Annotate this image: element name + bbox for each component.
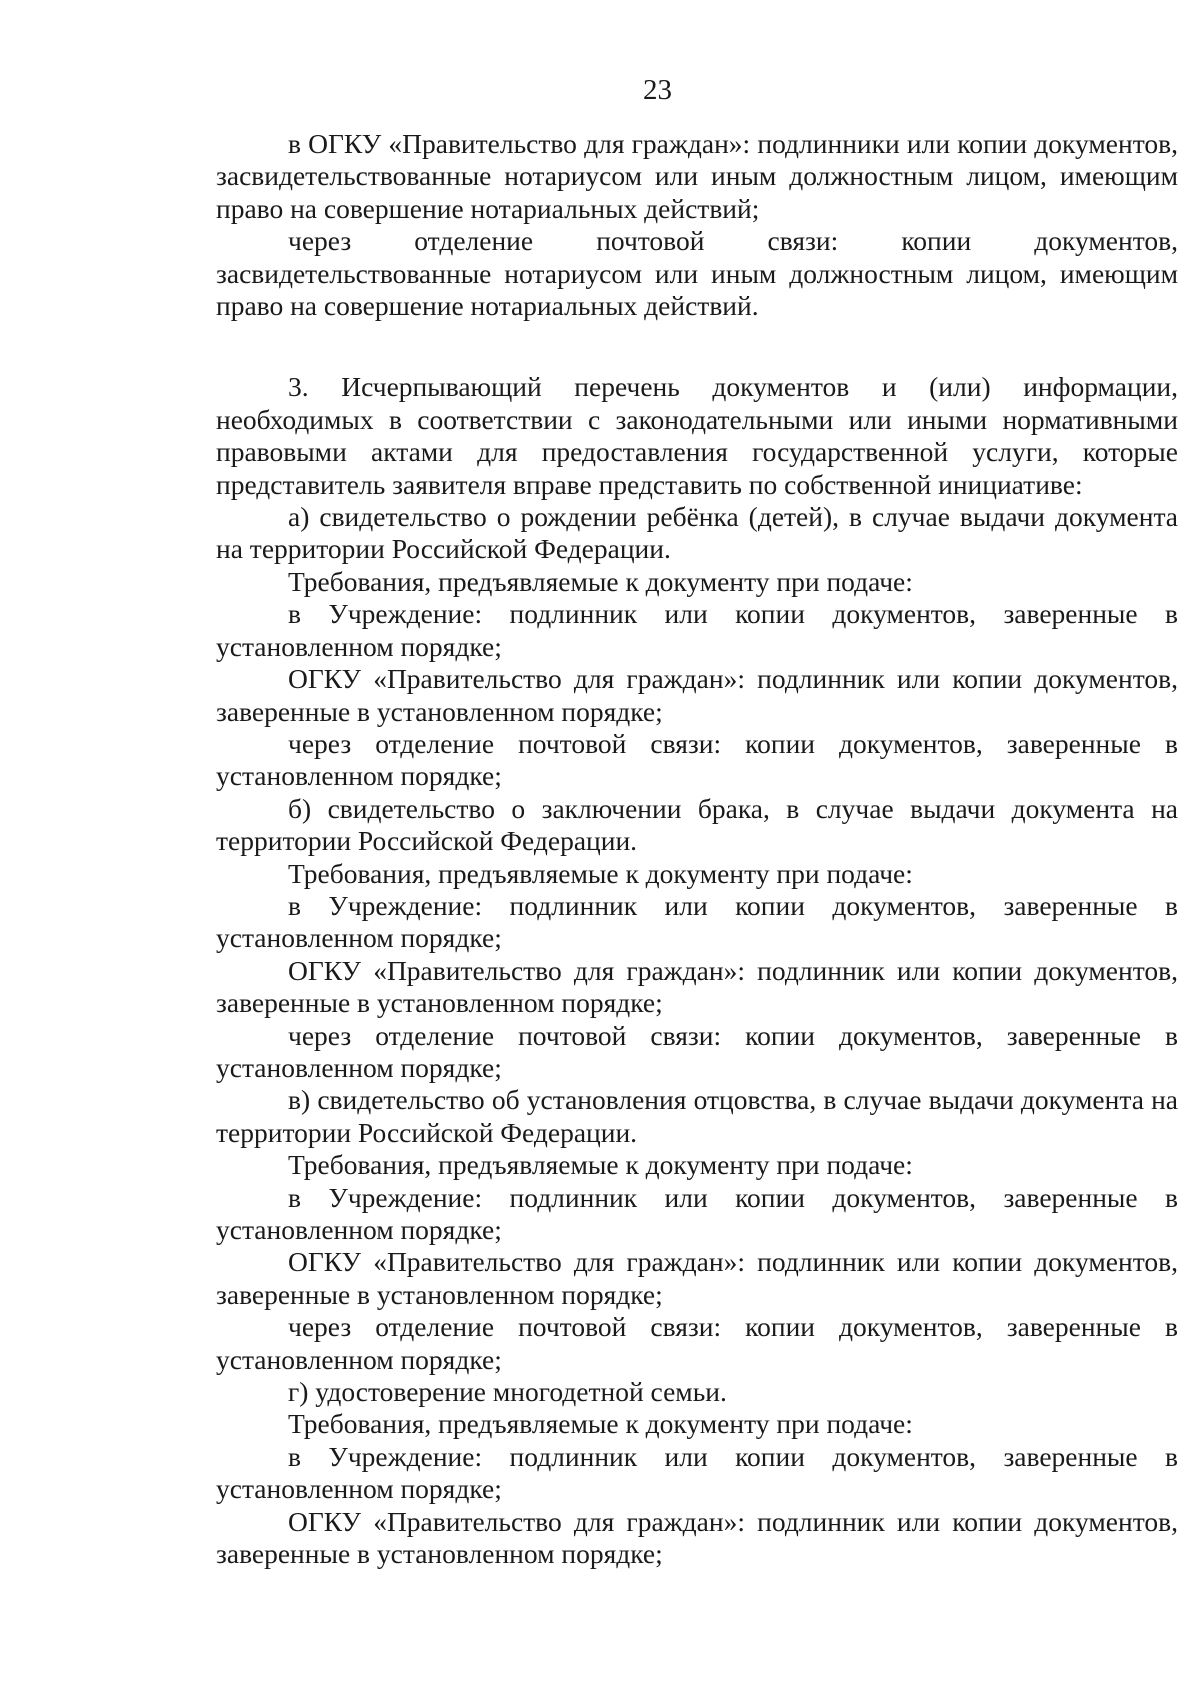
- requirements-heading: Требования, предъявляемые к документу при подаче:: [288, 1149, 913, 1181]
- item-v-paternity-certificate: в) свидетельство об установления отцовства, в случае выдачи документа на территории Российской Федерации.: [216, 1084, 1178, 1148]
- requirement-institution: в Учреждение: подлинник или копии документов, заверенные в установленном порядке;: [216, 889, 1178, 954]
- paragraph-ogku-submission: в ОГКУ «Правительство для граждан»: подлинники или копии документов, засвидетельствованные нотариусом или иным должностным лицом, имеющим право на совершение нотариальных действий;: [216, 128, 1178, 224]
- item-b-marriage-certificate: б) свидетельство о заключении брака, в случае выдачи документа на территории Российской Федерации.: [216, 792, 1178, 857]
- requirements-heading: Требования, предъявляемые к документу при подаче:: [288, 565, 913, 597]
- section-3-heading: 3. Исчерпывающий перечень документов и (или) информации, необходимых в соответствии с законодательными или иными нормативными правовыми актами для предоставления государственной услуги, которые представитель заявителя вправе представить по собственной инициативе:: [216, 371, 1178, 500]
- requirement-institution: в Учреждение: подлинник или копии документов, заверенные в установленном порядке;: [216, 1440, 1178, 1505]
- requirement-ogku: ОГКУ «Правительство для граждан»: подлинник или копии документов, заверенные в установленном порядке;: [216, 663, 1178, 727]
- requirements-heading: Требования, предъявляемые к документу при подаче:: [288, 1408, 913, 1440]
- item-g-large-family-certificate: г) удостоверение многодетной семьи.: [288, 1376, 727, 1408]
- section-spacer: [216, 322, 1178, 371]
- requirement-ogku: ОГКУ «Правительство для граждан»: подлинник или копии документов, заверенные в установленном порядке;: [216, 954, 1178, 1019]
- requirement-ogku: ОГКУ «Правительство для граждан»: подлинник или копии документов, заверенные в установленном порядке;: [216, 1505, 1178, 1570]
- requirement-institution: в Учреждение: подлинник или копии документов, заверенные в установленном порядке;: [216, 598, 1178, 662]
- paragraph-postal-submission: через отделение почтовой связи: копии документов, засвидетельствованные нотариусом или иным должностным лицом, имеющим право на совершение нотариальных действий.: [216, 225, 1178, 322]
- requirement-postal: через отделение почтовой связи: копии документов, заверенные в установленном порядке;: [216, 1019, 1178, 1083]
- requirement-postal: через отделение почтовой связи: копии документов, заверенные в установленном порядке;: [216, 1311, 1178, 1375]
- requirements-heading: Требования, предъявляемые к документу при подаче:: [288, 857, 913, 889]
- document-body: [216, 128, 1178, 1570]
- item-a-birth-certificate: а) свидетельство о рождении ребёнка (детей), в случае выдачи документа на территории Российской Федерации.: [216, 501, 1178, 565]
- requirement-institution: в Учреждение: подлинник или копии документов, заверенные в установленном порядке;: [216, 1181, 1178, 1245]
- requirement-ogku: ОГКУ «Правительство для граждан»: подлинник или копии документов, заверенные в установленном порядке;: [216, 1246, 1178, 1310]
- requirement-postal: через отделение почтовой связи: копии документов, заверенные в установленном порядке;: [216, 727, 1178, 792]
- page-number: 23: [643, 74, 672, 106]
